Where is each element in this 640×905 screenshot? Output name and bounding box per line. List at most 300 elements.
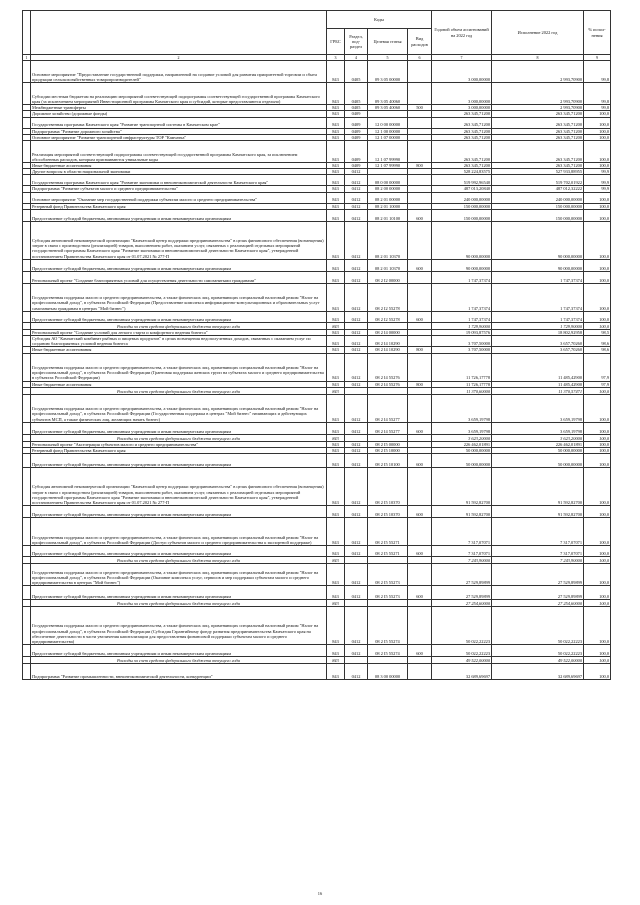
row-description: Иные бюджетные ассигнования bbox=[31, 347, 327, 353]
row-grbs: 843 bbox=[327, 607, 345, 645]
row-fact-amount: 3 657,70260 bbox=[492, 347, 584, 353]
row-razdel: 0412 bbox=[345, 454, 368, 468]
row-expense-type: 800 bbox=[408, 381, 432, 387]
row-fact-amount: 263 345,71200 bbox=[492, 128, 584, 134]
row-target-article: 08 2 I4 55276 bbox=[368, 353, 408, 381]
row-razdel: 0412 bbox=[345, 203, 368, 209]
row-description: Иные бюджетные ассигнования bbox=[31, 381, 327, 387]
row-target-article: 12 1 00 00000 bbox=[368, 128, 408, 134]
row-grbs: 843 bbox=[327, 387, 345, 394]
row-razdel: 0412 bbox=[345, 664, 368, 680]
row-percent: 100,0 bbox=[584, 203, 611, 209]
row-grbs: 843 bbox=[327, 381, 345, 387]
row-blank-cell bbox=[23, 175, 31, 186]
row-grbs: 843 bbox=[327, 283, 345, 311]
row-razdel bbox=[345, 657, 368, 664]
row-target-article: 08 2 I5 55273 bbox=[368, 564, 408, 586]
row-plan-amount: 11 370,60000 bbox=[432, 387, 492, 394]
row-grbs: 843 bbox=[327, 186, 345, 192]
row-fact-amount: 7 317,07071 bbox=[492, 518, 584, 546]
row-target-article: 08 2 01 10370 bbox=[368, 259, 408, 271]
row-description: Резервный фонд Правительства Камчатского края bbox=[31, 203, 327, 209]
row-percent: 99,8 bbox=[584, 105, 611, 111]
row-description: Государственная поддержка малого и среднего предпринимательства, а также физических лиц, применяющих специальный налоговый режим "Налог на профессиональный доход", в субъектах Российской Федерации (Оказание комплекса услуг, сервисов и мер поддержки субъектам малого и среднего предпринимательства в центрах "Мой бизнес") bbox=[31, 564, 327, 586]
row-grbs: 843 bbox=[327, 664, 345, 680]
row-grbs: 843 bbox=[327, 163, 345, 169]
table-row bbox=[23, 192, 611, 203]
page-number: 16 bbox=[317, 891, 323, 896]
row-razdel: 0412 bbox=[345, 311, 368, 322]
header-grbs: ГРБС bbox=[327, 29, 345, 55]
index-cell: 2 bbox=[31, 55, 327, 61]
row-target-article bbox=[368, 322, 408, 329]
row-description: Субсидия автономной некоммерческой организации "Камчатский центр поддержки предпринимательства" в целях финансового обеспечения (возмещения) затрат в связи с производством (реализацией) товаров, выполнением работ, оказанием услуг, связанных с реализацией отдельных мероприятий государственной программы Камчатского края "Развитие экономики и внешнеэкономической деятельности Камчатского края", утвержденной постановлением Правительства Камчатского края от 01.07.2021 № 277-П bbox=[31, 468, 327, 506]
row-target-article: 08 0 00 00000 bbox=[368, 175, 408, 186]
table-row bbox=[23, 468, 611, 506]
row-fact-amount: 11 485,42900 bbox=[492, 353, 584, 381]
index-cell: 6 bbox=[408, 55, 432, 61]
row-fact-amount: 2 993,70900 bbox=[492, 61, 584, 83]
index-cell: 3 bbox=[327, 55, 345, 61]
row-description: Предоставление субсидий бюджетным, автономным учреждениям и иным некоммерческим организациям bbox=[31, 586, 327, 600]
table-row bbox=[23, 336, 611, 347]
row-plan-amount: 11 726,17778 bbox=[432, 353, 492, 381]
row-target-article: 08 2 I2 00000 bbox=[368, 271, 408, 283]
row-target-article: 12 1 07 99990 bbox=[368, 141, 408, 163]
table-row bbox=[23, 664, 611, 680]
table-row bbox=[23, 175, 611, 186]
header-description bbox=[31, 11, 327, 55]
row-grbs: 843 bbox=[327, 564, 345, 586]
row-fact-amount: 50 000,00000 bbox=[492, 448, 584, 454]
row-razdel: 0409 bbox=[345, 117, 368, 128]
row-grbs: 843 bbox=[327, 83, 345, 105]
row-percent: 98,6 bbox=[584, 336, 611, 347]
row-percent: 99,8 bbox=[584, 61, 611, 83]
row-plan-amount: 150 000,00000 bbox=[432, 203, 492, 209]
row-grbs: 843 bbox=[327, 105, 345, 111]
row-expense-type bbox=[408, 192, 432, 203]
row-fact-amount: 18 802,92958 bbox=[492, 329, 584, 335]
row-description: Государственная поддержка малого и среднего предпринимательства, а также физических лиц, применяющих специальный налоговый режим "Налог на профессиональный доход", в субъектах Российской Федерации (Субсидия Гарантийному фонду развития предпринимательства Камчатского края на обеспечение деятельности в части увеличения капитализации для предоставления финансовой поддержки субъектам малого и среднего предпринимательства) bbox=[31, 607, 327, 645]
row-target-article bbox=[368, 557, 408, 564]
row-description: Реализация мероприятий соответствующей подпрограммы соответствующей государственной программы Камчатского края, за исключением обособленных расходов, которым присваиваются уникальные коды bbox=[31, 141, 327, 163]
row-percent: 100,0 bbox=[584, 518, 611, 546]
row-fact-amount: 263 345,71200 bbox=[492, 134, 584, 140]
row-description: Предоставление субсидий бюджетным, автономным учреждениям и иным некоммерческим организациям bbox=[31, 645, 327, 657]
row-grbs: 843 bbox=[327, 546, 345, 557]
row-expense-type bbox=[408, 221, 432, 259]
row-expense-type: 500 bbox=[408, 105, 432, 111]
row-fact-amount: 50 022,22223 bbox=[492, 607, 584, 645]
row-blank-cell bbox=[23, 61, 31, 83]
table-row bbox=[23, 61, 611, 83]
row-blank-cell bbox=[23, 394, 31, 422]
row-percent: 100,0 bbox=[584, 163, 611, 169]
row-fact-amount: 7 317,07071 bbox=[492, 546, 584, 557]
federal-budget-note-row bbox=[23, 657, 611, 664]
table-row bbox=[23, 422, 611, 434]
row-fact-amount: 91 592,82700 bbox=[492, 506, 584, 518]
row-target-article: 08 2 I5 10100 bbox=[368, 454, 408, 468]
row-fact-amount: 263 345,71200 bbox=[492, 163, 584, 169]
row-expense-type bbox=[408, 664, 432, 680]
row-description: Государственная поддержка малого и среднего предпринимательства, а также физических лиц, применяющих специальный налоговый режим "Налог на профессиональный доход", в субъектах Российской Федерации (Государственная поддержка в центрах "Мой бизнес" начинающих и действующих субъектов МСП, а также физических лиц, желающих начать бизнес) bbox=[31, 394, 327, 422]
table-row bbox=[23, 209, 611, 221]
row-razdel: 0412 bbox=[345, 169, 368, 175]
table-row bbox=[23, 394, 611, 422]
row-expense-type bbox=[408, 141, 432, 163]
row-fact-amount: 90 000,00000 bbox=[492, 221, 584, 259]
row-fact-amount: 90 000,00000 bbox=[492, 259, 584, 271]
row-blank-cell bbox=[23, 353, 31, 381]
row-grbs: 843 bbox=[327, 134, 345, 140]
row-grbs: 843 bbox=[327, 141, 345, 163]
row-percent: 100,0 bbox=[584, 454, 611, 468]
row-razdel bbox=[345, 434, 368, 441]
row-fact-amount: 7 243,90000 bbox=[492, 557, 584, 564]
row-plan-amount: 487 013,20840 bbox=[432, 186, 492, 192]
row-target-article: 08 2 I4 55276 bbox=[368, 381, 408, 387]
row-razdel: 0409 bbox=[345, 128, 368, 134]
row-razdel: 0412 bbox=[345, 448, 368, 454]
row-plan-amount: 19 093,87576 bbox=[432, 329, 492, 335]
row-description: Предоставление субсидий бюджетным, автономным учреждениям и иным некоммерческим организациям bbox=[31, 311, 327, 322]
row-fact-amount: 32 689,69697 bbox=[492, 664, 584, 680]
row-description: Предоставление субсидий бюджетным, автономным учреждениям и иным некоммерческим организациям bbox=[31, 546, 327, 557]
header-razdel: Раздел, под-раздел bbox=[345, 29, 368, 55]
row-grbs: 843 bbox=[327, 347, 345, 353]
row-target-article: 08 2 01 10370 bbox=[368, 221, 408, 259]
index-cell: 4 bbox=[345, 55, 368, 61]
row-expense-type bbox=[408, 600, 432, 607]
row-expense-type bbox=[408, 434, 432, 441]
row-razdel: 0412 bbox=[345, 336, 368, 347]
row-target-article: 08 2 I5 00000 bbox=[368, 441, 408, 447]
row-description: Предоставление субсидий бюджетным, автономным учреждениям и иным некоммерческим организациям bbox=[31, 259, 327, 271]
row-percent: 100,0 bbox=[584, 209, 611, 221]
table-row bbox=[23, 259, 611, 271]
row-percent: 100,0 bbox=[584, 422, 611, 434]
table-row bbox=[23, 586, 611, 600]
row-grbs: 843 bbox=[327, 259, 345, 271]
row-blank-cell bbox=[23, 454, 31, 468]
row-razdel bbox=[345, 322, 368, 329]
row-grbs: 843 bbox=[327, 175, 345, 186]
row-description: Государственная поддержка малого и среднего предпринимательства, а также физических лиц, применяющих специальный налоговый режим "Налог на профессиональный доход", в субъектах Российской Федерации (Предоставление комплекса информационно-консультационных и образовательных услуг самозанятым гражданам в центрах "Мой бизнес") bbox=[31, 283, 327, 311]
row-target-article: 08 2 I5 55273 bbox=[368, 586, 408, 600]
row-plan-amount: 1 729,90000 bbox=[432, 322, 492, 329]
row-razdel: 0409 bbox=[345, 134, 368, 140]
row-target-article: 08 2 I2 55278 bbox=[368, 283, 408, 311]
table-row bbox=[23, 141, 611, 163]
row-target-article: 12 1 07 99990 bbox=[368, 163, 408, 169]
row-percent: 100,0 bbox=[584, 664, 611, 680]
row-fact-amount: 27 529,89899 bbox=[492, 564, 584, 586]
table-row bbox=[23, 353, 611, 381]
row-description: Предоставление субсидий бюджетным, автономным учреждениям и иным некоммерческим организациям bbox=[31, 506, 327, 518]
row-description: Расходы за счет средств федерального бюджета текущего года bbox=[31, 434, 327, 441]
row-target-article: 08 2 I4 00000 bbox=[368, 329, 408, 335]
row-fact-amount: 27 529,89899 bbox=[492, 586, 584, 600]
table-row bbox=[23, 83, 611, 105]
row-description: Иные бюджетные ассигнования bbox=[31, 163, 327, 169]
row-blank-cell bbox=[23, 600, 31, 607]
row-blank-cell bbox=[23, 322, 31, 329]
row-razdel: 0412 bbox=[345, 329, 368, 335]
row-fact-amount: 263 345,71200 bbox=[492, 117, 584, 128]
row-fact-amount: 263 345,71200 bbox=[492, 111, 584, 117]
row-description: Государственная поддержка малого и среднего предпринимательства, а также физических лиц, применяющих специальный налоговый режим "Налог на профессиональный доход", в субъектах Российской Федерации (Доступ субъектов малого и среднего предпринимательства к экспортной поддержке) bbox=[31, 518, 327, 546]
row-description: Расходы за счет средств федерального бюджета текущего года bbox=[31, 322, 327, 329]
row-fact-amount: 11 370,57471 bbox=[492, 387, 584, 394]
row-fact-amount: 527 933,88955 bbox=[492, 169, 584, 175]
federal-budget-note-row bbox=[23, 434, 611, 441]
row-target-article: 08 2 I4 55277 bbox=[368, 394, 408, 422]
header-codes: Коды bbox=[327, 11, 432, 29]
row-razdel: 0412 bbox=[345, 586, 368, 600]
row-blank-cell bbox=[23, 518, 31, 546]
row-description: Предоставление субсидий бюджетным, автономным учреждениям и иным некоммерческим организациям bbox=[31, 422, 327, 434]
row-blank-cell bbox=[23, 221, 31, 259]
row-grbs: 843 bbox=[327, 518, 345, 546]
row-razdel: 0412 bbox=[345, 645, 368, 657]
row-target-article: 09 3 05 00000 bbox=[368, 61, 408, 83]
row-razdel: 0412 bbox=[345, 564, 368, 586]
row-percent: 98,6 bbox=[584, 347, 611, 353]
row-expense-type bbox=[408, 387, 432, 394]
row-fact-amount: 2 993,70900 bbox=[492, 105, 584, 111]
row-target-article: 08 2 I5 10370 bbox=[368, 468, 408, 506]
row-expense-type bbox=[408, 283, 432, 311]
row-razdel: 0412 bbox=[345, 283, 368, 311]
row-fact-amount: 1 747,37374 bbox=[492, 283, 584, 311]
row-expense-type: 800 bbox=[408, 347, 432, 353]
row-grbs: 843 bbox=[327, 117, 345, 128]
row-blank-cell bbox=[23, 546, 31, 557]
row-plan-amount: 3 659,19798 bbox=[432, 422, 492, 434]
budget-table bbox=[22, 10, 611, 680]
row-fact-amount: 487 012,32222 bbox=[492, 186, 584, 192]
row-description: Субсидия автономной некоммерческой организации "Камчатский центр поддержки предпринимательства" в целях финансового обеспечения (возмещения) затрат в связи с производством (реализацией) товаров, выполнением работ, оказанием услуг, связанных с реализацией отдельных мероприятий государственной программы Камчатского края "Развитие экономики и внешнеэкономической деятельности Камчатского края", утвержденной постановлением Правительства Камчатского края от 01.07.2021 № 277-П bbox=[31, 221, 327, 259]
row-description: Основное мероприятие "Оказание мер государственной поддержки субъектам малого и среднего предпринимательства" bbox=[31, 192, 327, 203]
row-expense-type: 800 bbox=[408, 163, 432, 169]
row-razdel: 0412 bbox=[345, 259, 368, 271]
row-plan-amount: 1 747,37374 bbox=[432, 271, 492, 283]
row-percent: 100,0 bbox=[584, 434, 611, 441]
table-row bbox=[23, 645, 611, 657]
row-plan-amount: 263 345,71200 bbox=[432, 134, 492, 140]
row-percent: 100,0 bbox=[584, 586, 611, 600]
row-target-article: 09 3 05 40060 bbox=[368, 105, 408, 111]
row-description: Региональный проект "Акселерация субъектов малого и среднего предпринимательства" bbox=[31, 441, 327, 447]
row-plan-amount: 240 000,00000 bbox=[432, 192, 492, 203]
row-expense-type bbox=[408, 518, 432, 546]
row-description: Основное мероприятие "Развитие транспортной инфраструктуры ТОР "Камчатка" bbox=[31, 134, 327, 140]
row-percent: 100,0 bbox=[584, 546, 611, 557]
row-razdel bbox=[345, 557, 368, 564]
row-plan-amount: 27 529,89899 bbox=[432, 564, 492, 586]
row-blank-cell bbox=[23, 664, 31, 680]
row-expense-type bbox=[408, 271, 432, 283]
row-razdel: 0412 bbox=[345, 347, 368, 353]
table-row bbox=[23, 221, 611, 259]
row-description: Дорожное хозяйство (дорожные фонды) bbox=[31, 111, 327, 117]
row-grbs: 843 bbox=[327, 506, 345, 518]
row-fact-amount: 226 462,01891 bbox=[492, 441, 584, 447]
row-razdel: 0412 bbox=[345, 422, 368, 434]
row-percent: 100,0 bbox=[584, 311, 611, 322]
row-fact-amount: 50 022,22223 bbox=[492, 645, 584, 657]
row-blank-cell bbox=[23, 311, 31, 322]
row-target-article: 08 2 00 00000 bbox=[368, 186, 408, 192]
row-expense-type: 600 bbox=[408, 586, 432, 600]
row-target-article: 08 2 I4 10290 bbox=[368, 336, 408, 347]
row-expense-type: 600 bbox=[408, 422, 432, 434]
row-percent: 100,0 bbox=[584, 468, 611, 506]
row-fact-amount: 91 592,82700 bbox=[492, 468, 584, 506]
row-fact-amount: 3 659,19798 bbox=[492, 394, 584, 422]
row-fact-amount: 240 000,00000 bbox=[492, 192, 584, 203]
row-grbs: 843 bbox=[327, 353, 345, 381]
row-expense-type bbox=[408, 61, 432, 83]
row-expense-type: 600 bbox=[408, 546, 432, 557]
row-target-article: 08 2 I5 10000 bbox=[368, 448, 408, 454]
row-razdel: 0405 bbox=[345, 105, 368, 111]
row-target-article: 08 2 I5 55274 bbox=[368, 607, 408, 645]
row-plan-amount: 150 000,00000 bbox=[432, 209, 492, 221]
row-razdel: 0412 bbox=[345, 546, 368, 557]
row-plan-amount: 263 345,71200 bbox=[432, 117, 492, 128]
row-percent: 100,0 bbox=[584, 657, 611, 664]
header-vr: Вид расходов bbox=[408, 29, 432, 55]
table-row bbox=[23, 518, 611, 546]
row-plan-amount: 263 345,71200 bbox=[432, 163, 492, 169]
row-blank-cell bbox=[23, 607, 31, 645]
row-percent: 100,0 bbox=[584, 259, 611, 271]
row-percent: 100,0 bbox=[584, 128, 611, 134]
row-expense-type: 600 bbox=[408, 259, 432, 271]
row-razdel: 0412 bbox=[345, 468, 368, 506]
row-razdel: 0412 bbox=[345, 186, 368, 192]
row-blank-cell bbox=[23, 657, 31, 664]
row-expense-type bbox=[408, 564, 432, 586]
row-blank-cell bbox=[23, 271, 31, 283]
row-target-article: 08 2 I5 55271 bbox=[368, 546, 408, 557]
table-row bbox=[23, 271, 611, 283]
federal-budget-note-row bbox=[23, 322, 611, 329]
row-grbs: 843 bbox=[327, 441, 345, 447]
row-blank-cell bbox=[23, 506, 31, 518]
row-expense-type bbox=[408, 83, 432, 105]
row-grbs: 843 bbox=[327, 657, 345, 664]
row-grbs: 843 bbox=[327, 557, 345, 564]
row-grbs: 843 bbox=[327, 271, 345, 283]
row-target-article: 08 2 01 10100 bbox=[368, 209, 408, 221]
row-grbs: 843 bbox=[327, 448, 345, 454]
row-target-article bbox=[368, 600, 408, 607]
row-plan-amount: 226 462,01891 bbox=[432, 441, 492, 447]
row-plan-amount: 91 592,82700 bbox=[432, 506, 492, 518]
row-plan-amount: 7 317,07071 bbox=[432, 546, 492, 557]
row-razdel bbox=[345, 387, 368, 394]
row-percent: 100,0 bbox=[584, 600, 611, 607]
row-grbs: 843 bbox=[327, 586, 345, 600]
row-description: Межбюджетные трансферты bbox=[31, 105, 327, 111]
row-percent: 100,0 bbox=[584, 564, 611, 586]
row-description: Предоставление субсидий бюджетным, автономным учреждениям и иным некоммерческим организациям bbox=[31, 454, 327, 468]
row-plan-amount: 3 000,00000 bbox=[432, 61, 492, 83]
row-description: Подпрограмма "Развитие субъектов малого и среднего предпринимательства" bbox=[31, 186, 327, 192]
row-target-article: 09 3 05 40060 bbox=[368, 83, 408, 105]
row-fact-amount: 50 000,00000 bbox=[492, 454, 584, 468]
row-razdel: 0412 bbox=[345, 221, 368, 259]
row-razdel: 0412 bbox=[345, 209, 368, 221]
row-razdel bbox=[345, 600, 368, 607]
row-fact-amount: 3 659,19798 bbox=[492, 422, 584, 434]
row-plan-amount: 27 529,89899 bbox=[432, 586, 492, 600]
row-percent: 100,0 bbox=[584, 134, 611, 140]
table-body bbox=[23, 61, 611, 680]
row-fact-amount: 150 000,00000 bbox=[492, 209, 584, 221]
row-plan-amount: 3 623,20000 bbox=[432, 434, 492, 441]
row-percent: 100,0 bbox=[584, 141, 611, 163]
row-percent: 100,0 bbox=[584, 506, 611, 518]
row-expense-type bbox=[408, 353, 432, 381]
row-expense-type bbox=[408, 117, 432, 128]
row-percent: 100,0 bbox=[584, 394, 611, 422]
row-fact-amount: 3 657,70260 bbox=[492, 336, 584, 347]
row-blank-cell bbox=[23, 259, 31, 271]
row-expense-type: 600 bbox=[408, 645, 432, 657]
row-percent: 100,0 bbox=[584, 387, 611, 394]
table-row bbox=[23, 311, 611, 322]
header-csr: Целевая статья bbox=[368, 29, 408, 55]
row-plan-amount: 50 000,00000 bbox=[432, 454, 492, 468]
federal-budget-note-row bbox=[23, 600, 611, 607]
row-fact-amount: 150 000,00000 bbox=[492, 203, 584, 209]
row-target-article bbox=[368, 434, 408, 441]
row-plan-amount: 7 317,07071 bbox=[432, 518, 492, 546]
row-plan-amount: 50 000,00000 bbox=[432, 448, 492, 454]
row-description: Расходы за счет средств федерального бюджета текущего года bbox=[31, 557, 327, 564]
row-description: Субсидия АО "Камчатский комбинат рыбных и пищевых продуктов" в целях возмещения недополученных доходов, связанных с оказанием услуг по созданию благоприятных условий ведения бизнеса bbox=[31, 336, 327, 347]
row-percent: 98,5 bbox=[584, 329, 611, 335]
row-description: Государственная поддержка малого и среднего предпринимательства, а также физических лиц, применяющих специальный налоговый режим "Налог на профессиональный доход", в субъектах Российской Федерации (Грантовая поддержка женских групп на субъектах малого и среднего предпринимательства в субъектах Российской Федерации) bbox=[31, 353, 327, 381]
row-fact-amount: 49 522,00000 bbox=[492, 657, 584, 664]
row-fact-amount: 11 485,42900 bbox=[492, 381, 584, 387]
row-percent: 100,0 bbox=[584, 111, 611, 117]
row-expense-type bbox=[408, 175, 432, 186]
index-cell: 8 bbox=[492, 55, 584, 61]
row-percent: 100,0 bbox=[584, 322, 611, 329]
row-description: Расходы за счет средств федерального бюджета текущего года bbox=[31, 387, 327, 394]
row-plan-amount: 3 707,50000 bbox=[432, 336, 492, 347]
row-fact-amount: 263 345,71200 bbox=[492, 141, 584, 163]
row-description: Подпрограмма "Развитие промышленности, внешнеэкономической деятельности, конкуренции" bbox=[31, 664, 327, 680]
row-plan-amount: 49 522,00000 bbox=[432, 657, 492, 664]
row-target-article: 08 2 I5 55271 bbox=[368, 518, 408, 546]
index-cell: 9 bbox=[584, 55, 611, 61]
row-target-article: 12 0 00 00000 bbox=[368, 117, 408, 128]
federal-budget-note-row bbox=[23, 557, 611, 564]
row-description: Государственная программа Камчатского края "Развитие экономики и внешнеэкономической деятельности Камчатского края" bbox=[31, 175, 327, 186]
row-razdel: 0405 bbox=[345, 83, 368, 105]
table-row bbox=[23, 607, 611, 645]
row-razdel: 0409 bbox=[345, 141, 368, 163]
row-blank-cell bbox=[23, 209, 31, 221]
index-cell: 7 bbox=[432, 55, 492, 61]
